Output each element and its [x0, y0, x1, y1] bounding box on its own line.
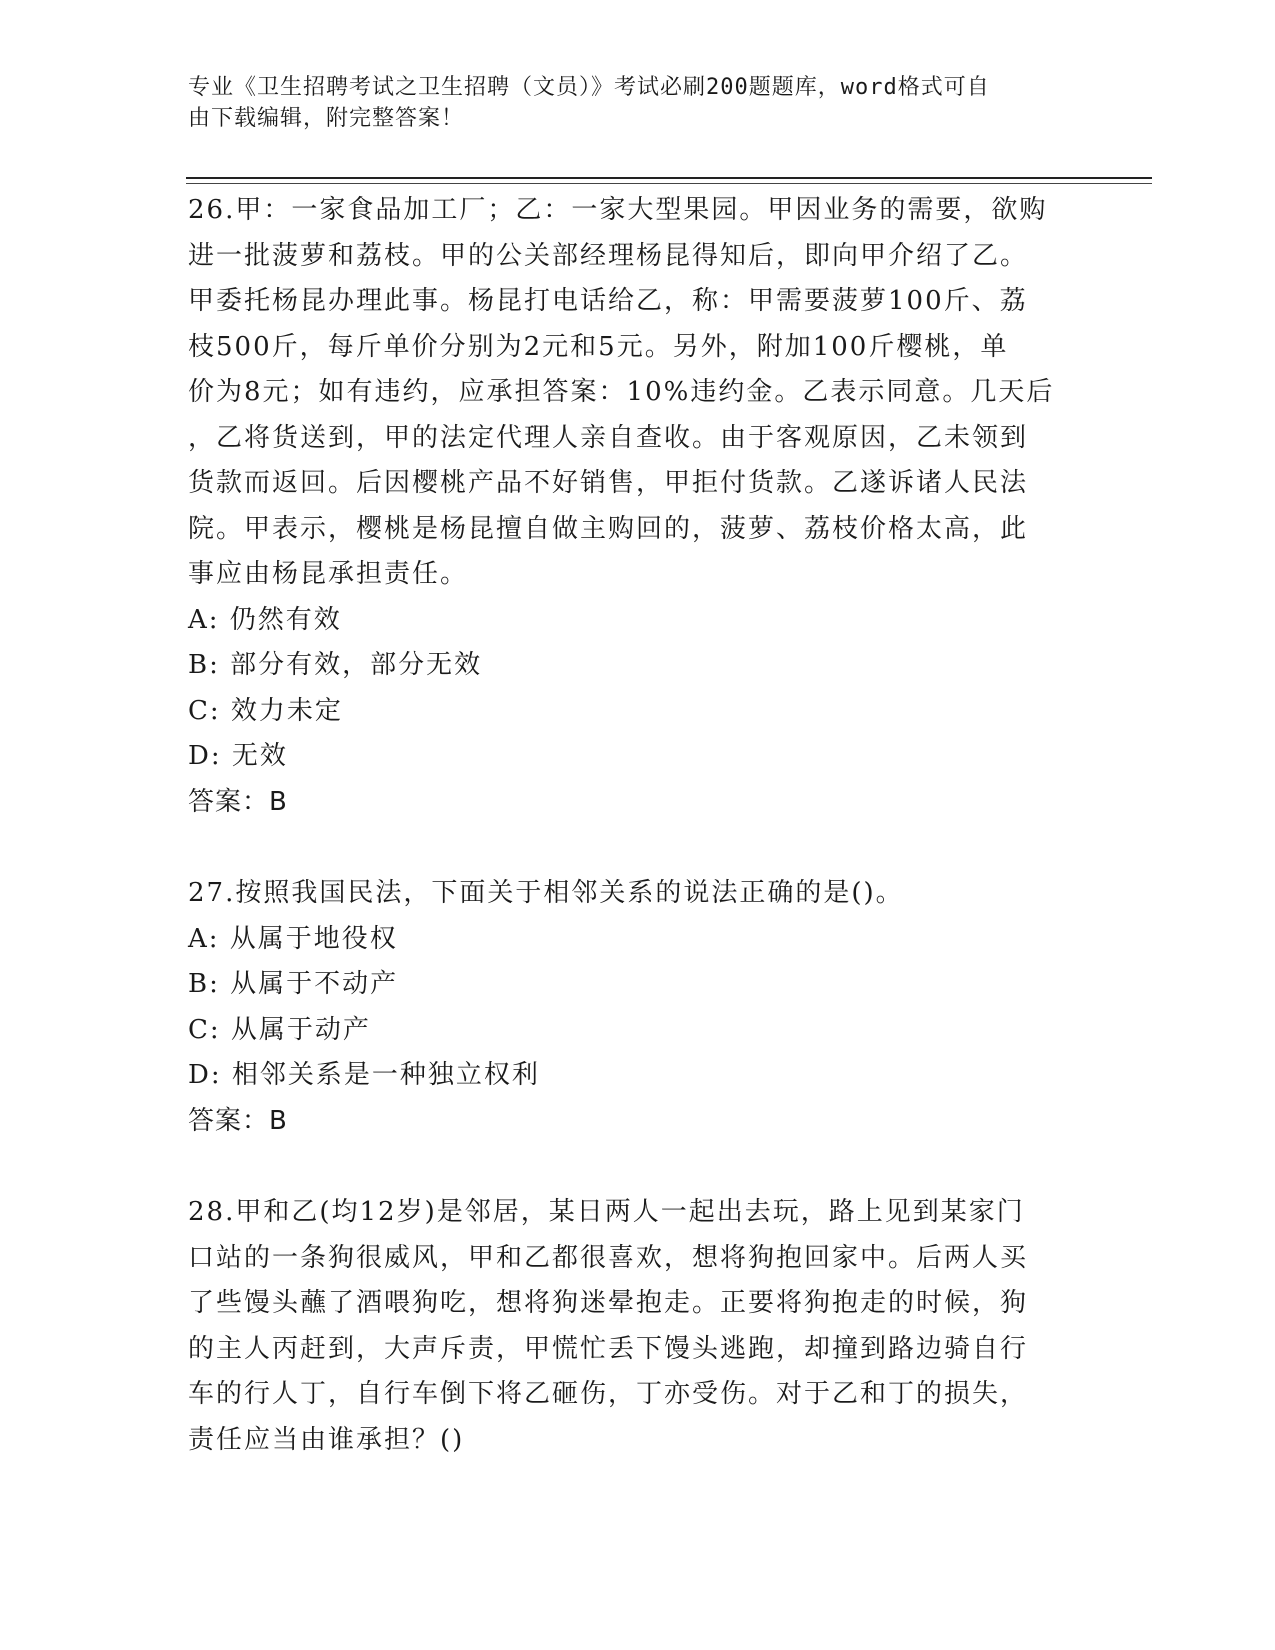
header-line-2: 由下载编辑，附完整答案！	[188, 106, 465, 131]
stem-line: 货款而返回。后因樱桃产品不好销售，甲拒付货款。乙遂诉诸人民法	[188, 468, 1029, 498]
question-spacer	[188, 825, 1088, 871]
option-c: C: 效力未定	[188, 695, 343, 726]
stem-line: 价为8元；如有违约，应承担答案：10%违约金。乙表示同意。几天后	[188, 377, 1055, 407]
stem-line: 进一批菠萝和荔枝。甲的公关部经理杨昆得知后，即向甲介绍了乙。	[188, 240, 1029, 271]
answer: 答案：B	[188, 1105, 288, 1136]
header-divider-thick	[186, 177, 1152, 179]
stem-line: 26.甲：一家食品加工厂；乙：一家大型果园。甲因业务的需要，欲购	[188, 195, 1048, 225]
question-stem	[188, 188, 1088, 598]
stem-line: ，乙将货送到，甲的法定代理人亲自查收。由于客观原因，乙未领到	[188, 422, 1029, 453]
stem-line: 口站的一条狗很威风，甲和乙都很喜欢，想将狗抱回家中。后两人买	[188, 1242, 1029, 1273]
answer: 答案：B	[188, 786, 288, 817]
question-27	[188, 871, 1088, 1144]
stem-line: 的主人丙赶到，大声斥责，甲慌忙丢下馒头逃跑，却撞到路边骑自行	[188, 1333, 1029, 1364]
stem-line: 枝500斤，每斤单价分别为2元和5元。另外，附加100斤樱桃，单	[188, 331, 1009, 362]
stem-line: 了些馒头蘸了酒喂狗吃，想将狗迷晕抱走。正要将狗抱走的时候，狗	[188, 1288, 1029, 1318]
header-line-1: 专业《卫生招聘考试之卫生招聘（文员）》考试必刷200题题库，word格式可自	[188, 75, 990, 100]
stem-line: 28.甲和乙(均12岁)是邻居，某日两人一起出去玩，路上见到某家门	[188, 1197, 1025, 1227]
option-d: D: 相邻关系是一种独立权利	[188, 1060, 540, 1090]
question-stem	[188, 871, 1088, 917]
stem-line: 27.按照我国民法，下面关于相邻关系的说法正确的是()。	[188, 878, 904, 908]
question-26	[188, 188, 1088, 825]
option-a: A: 仍然有效	[188, 604, 342, 635]
stem-line: 事应由杨昆承担责任。	[188, 559, 469, 589]
question-stem	[188, 1190, 1088, 1463]
stem-line: 车的行人丁，自行车倒下将乙砸伤，丁亦受伤。对于乙和丁的损失，	[188, 1379, 1029, 1409]
question-list	[188, 188, 1088, 1463]
option-b: B: 部分有效，部分无效	[188, 650, 483, 680]
question-spacer	[188, 1144, 1088, 1190]
option-d: D: 无效	[188, 741, 288, 771]
option-c: C: 从属于动产	[188, 1014, 371, 1045]
stem-line: 院。甲表示，樱桃是杨昆擅自做主购回的，菠萝、荔枝价格太高，此	[188, 513, 1029, 544]
document-header	[188, 72, 1078, 134]
header-divider-thin	[186, 183, 1152, 184]
option-a: A: 从属于地役权	[188, 923, 398, 954]
stem-line: 责任应当由谁承担？()	[188, 1424, 465, 1455]
question-28	[188, 1190, 1088, 1463]
option-b: B: 从属于不动产	[188, 969, 399, 999]
stem-line: 甲委托杨昆办理此事。杨昆打电话给乙，称：甲需要菠萝100斤、荔	[188, 286, 1028, 316]
